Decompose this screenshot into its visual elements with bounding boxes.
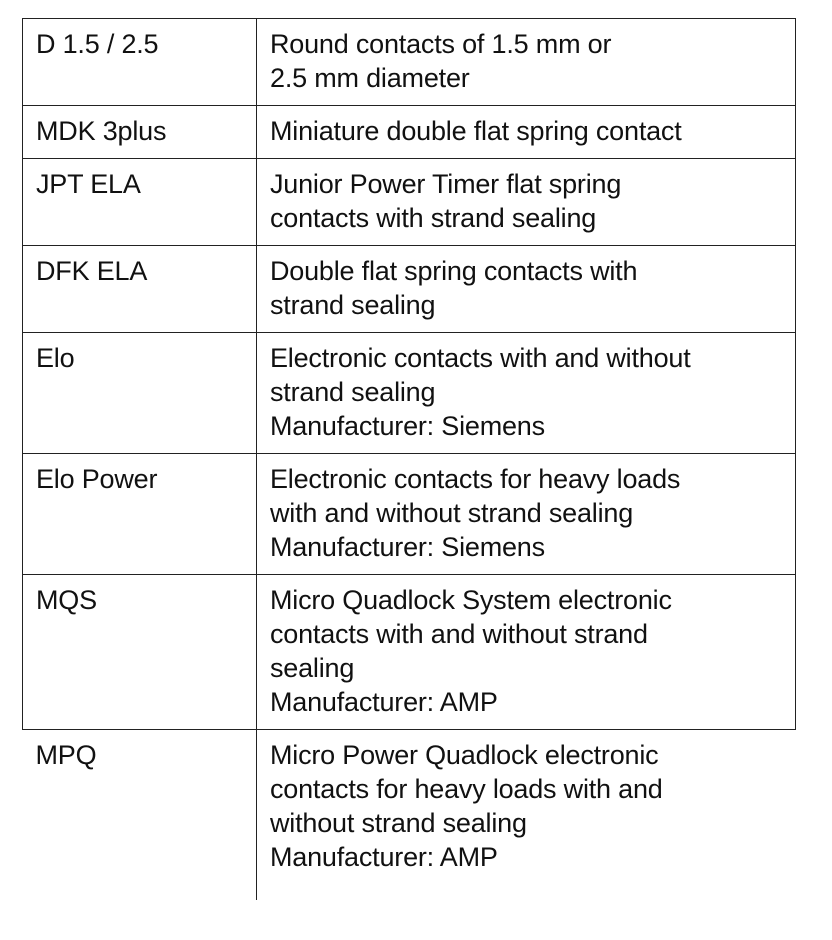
- contact-code: MPQ: [23, 730, 257, 901]
- description-line: without strand sealing: [270, 808, 527, 838]
- contact-description: [257, 454, 796, 575]
- table-row: [23, 730, 796, 901]
- table-row: [23, 246, 796, 333]
- description-line: contacts for heavy loads with and: [270, 774, 663, 804]
- description-line: contacts with and without strand: [270, 619, 648, 649]
- manufacturer-line: Manufacturer: AMP: [270, 687, 498, 717]
- contact-code: Elo Power: [23, 454, 257, 575]
- contact-description: [257, 575, 796, 730]
- contact-description: [257, 246, 796, 333]
- table-row: [23, 106, 796, 159]
- contact-code: D 1.5 / 2.5: [23, 19, 257, 106]
- manufacturer-line: Manufacturer: Siemens: [270, 411, 545, 441]
- description-line: 2.5 mm diameter: [270, 63, 470, 93]
- manufacturer-line: Manufacturer: Siemens: [270, 532, 545, 562]
- description-line: strand sealing: [270, 377, 436, 407]
- description-line: with and without strand sealing: [270, 498, 634, 528]
- description-line: Electronic contacts for heavy loads: [270, 464, 681, 494]
- description-line: Micro Power Quadlock electronic: [270, 740, 659, 770]
- description-line: Electronic contacts with and without: [270, 343, 691, 373]
- table-row: [23, 454, 796, 575]
- description-line: Round contacts of 1.5 mm or: [270, 29, 612, 59]
- contact-code: Elo: [23, 333, 257, 454]
- contact-description: [257, 333, 796, 454]
- contact-description: [257, 159, 796, 246]
- description-line: Micro Quadlock System electronic: [270, 585, 672, 615]
- contact-description: [257, 106, 796, 159]
- contacts-table: [22, 18, 796, 900]
- table-row: [23, 19, 796, 106]
- description-line: Junior Power Timer flat spring: [270, 169, 622, 199]
- contact-code: JPT ELA: [23, 159, 257, 246]
- table-row: [23, 575, 796, 730]
- contacts-table-container: [22, 18, 795, 900]
- contact-code: MQS: [23, 575, 257, 730]
- description-line: sealing: [270, 653, 355, 683]
- description-line: Double flat spring contacts with: [270, 256, 638, 286]
- contact-description: [257, 19, 796, 106]
- description-line: Miniature double flat spring contact: [270, 116, 682, 146]
- table-row: [23, 159, 796, 246]
- manufacturer-line: Manufacturer: AMP: [270, 842, 498, 872]
- contact-description: [257, 730, 796, 901]
- table-row: [23, 333, 796, 454]
- description-line: contacts with strand sealing: [270, 203, 597, 233]
- description-line: strand sealing: [270, 290, 436, 320]
- contact-code: DFK ELA: [23, 246, 257, 333]
- contact-code: MDK 3plus: [23, 106, 257, 159]
